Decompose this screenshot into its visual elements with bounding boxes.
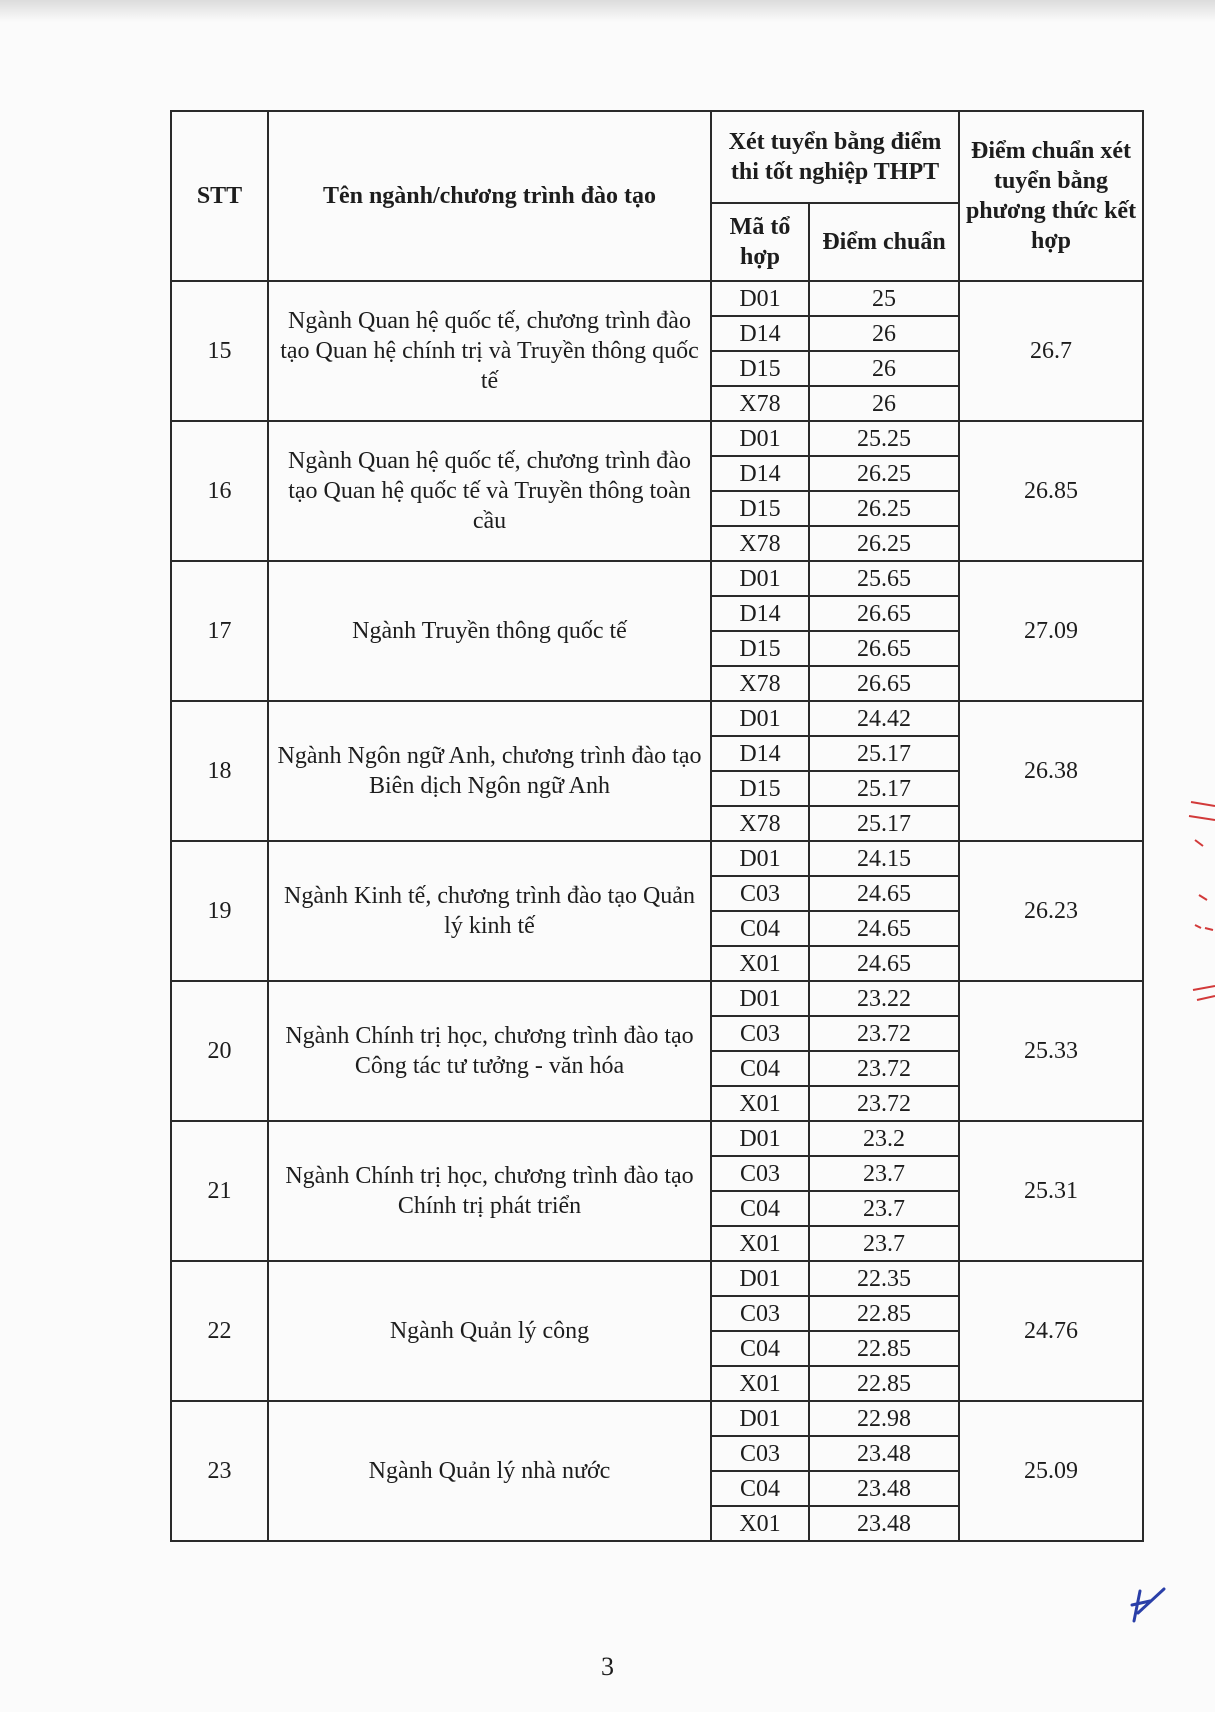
table-row xyxy=(171,421,1143,456)
row-program-name: Ngành Quan hệ quốc tế, chương trình đào tạo Quan hệ quốc tế và Truyền thông toàn cầu xyxy=(268,421,711,561)
combo-code: D01 xyxy=(711,1261,809,1296)
combo-code: D15 xyxy=(711,491,809,526)
red-stamp-fragment xyxy=(1185,800,1215,1030)
combo-code: D01 xyxy=(711,981,809,1016)
cutoff-score: 23.7 xyxy=(809,1156,959,1191)
combo-code: D15 xyxy=(711,631,809,666)
table-row xyxy=(171,701,1143,736)
page-number: 3 xyxy=(601,1652,614,1681)
table-row xyxy=(171,561,1143,596)
cutoff-score: 25 xyxy=(809,281,959,316)
table-row xyxy=(171,1261,1143,1296)
table-row xyxy=(171,841,1143,876)
cutoff-score: 26.65 xyxy=(809,631,959,666)
combined-method-score: 26.85 xyxy=(959,421,1143,561)
combo-code: D14 xyxy=(711,316,809,351)
combo-code: X01 xyxy=(711,1226,809,1261)
cutoff-score: 24.65 xyxy=(809,911,959,946)
header-stt: STT xyxy=(171,111,268,281)
cutoff-score: 24.65 xyxy=(809,946,959,981)
combo-code: X78 xyxy=(711,386,809,421)
header-combined-method-score: Điểm chuẩn xét tuyển bằng phương thức kết hợp xyxy=(959,111,1143,281)
combo-code: D01 xyxy=(711,281,809,316)
cutoff-score: 24.15 xyxy=(809,841,959,876)
cutoff-score: 22.85 xyxy=(809,1366,959,1401)
combo-code: D15 xyxy=(711,351,809,386)
cutoff-score: 23.22 xyxy=(809,981,959,1016)
cutoff-score: 26.25 xyxy=(809,491,959,526)
row-stt: 16 xyxy=(171,421,268,561)
cutoff-score: 23.2 xyxy=(809,1121,959,1156)
combined-method-score: 27.09 xyxy=(959,561,1143,701)
combo-code: C04 xyxy=(711,1471,809,1506)
header-exam-score-group: Xét tuyển bằng điểm thi tốt nghiệp THPT xyxy=(711,111,959,203)
header-program-name: Tên ngành/chương trình đào tạo xyxy=(268,111,711,281)
cutoff-score: 23.7 xyxy=(809,1226,959,1261)
combo-code: D01 xyxy=(711,561,809,596)
combined-method-score: 26.23 xyxy=(959,841,1143,981)
combo-code: D01 xyxy=(711,701,809,736)
combo-code: C03 xyxy=(711,876,809,911)
cutoff-score: 25.25 xyxy=(809,421,959,456)
header-combo-code: Mã tổ hợp xyxy=(711,203,809,281)
cutoff-score: 26.25 xyxy=(809,456,959,491)
combo-code: C03 xyxy=(711,1436,809,1471)
row-program-name: Ngành Chính trị học, chương trình đào tạo Chính trị phát triển xyxy=(268,1121,711,1261)
row-program-name: Ngành Quan hệ quốc tế, chương trình đào tạo Quan hệ chính trị và Truyền thông quốc tế xyxy=(268,281,711,421)
row-program-name: Ngành Truyền thông quốc tế xyxy=(268,561,711,701)
combo-code: X78 xyxy=(711,526,809,561)
row-stt: 23 xyxy=(171,1401,268,1541)
combo-code: X01 xyxy=(711,1506,809,1541)
table-row xyxy=(171,1401,1143,1436)
combo-code: X78 xyxy=(711,666,809,701)
cutoff-score: 23.48 xyxy=(809,1436,959,1471)
combo-code: X01 xyxy=(711,1086,809,1121)
row-program-name: Ngành Quản lý công xyxy=(268,1261,711,1401)
row-program-name: Ngành Quản lý nhà nước xyxy=(268,1401,711,1541)
cutoff-score: 25.17 xyxy=(809,806,959,841)
row-program-name: Ngành Ngôn ngữ Anh, chương trình đào tạo Biên dịch Ngôn ngữ Anh xyxy=(268,701,711,841)
combined-method-score: 26.38 xyxy=(959,701,1143,841)
combo-code: D14 xyxy=(711,736,809,771)
cutoff-score: 25.17 xyxy=(809,736,959,771)
scan-edge-shadow xyxy=(0,0,1215,22)
combo-code: C04 xyxy=(711,1051,809,1086)
row-stt: 18 xyxy=(171,701,268,841)
combo-code: D14 xyxy=(711,596,809,631)
combo-code: D14 xyxy=(711,456,809,491)
cutoff-score: 26 xyxy=(809,316,959,351)
cutoff-score: 26.25 xyxy=(809,526,959,561)
table-body xyxy=(171,281,1143,1541)
table-row xyxy=(171,281,1143,316)
combined-method-score: 26.7 xyxy=(959,281,1143,421)
table-row xyxy=(171,1121,1143,1156)
row-program-name: Ngành Chính trị học, chương trình đào tạo Công tác tư tưởng - văn hóa xyxy=(268,981,711,1121)
row-stt: 21 xyxy=(171,1121,268,1261)
combined-method-score: 25.31 xyxy=(959,1121,1143,1261)
cutoff-score: 22.98 xyxy=(809,1401,959,1436)
combo-code: C03 xyxy=(711,1156,809,1191)
row-program-name: Ngành Kinh tế, chương trình đào tạo Quản lý kinh tế xyxy=(268,841,711,981)
cutoff-score: 22.85 xyxy=(809,1296,959,1331)
cutoff-score: 25.65 xyxy=(809,561,959,596)
cutoff-score: 23.7 xyxy=(809,1191,959,1226)
cutoff-score: 23.48 xyxy=(809,1471,959,1506)
combo-code: X78 xyxy=(711,806,809,841)
row-stt: 17 xyxy=(171,561,268,701)
combo-code: D15 xyxy=(711,771,809,806)
combo-code: C03 xyxy=(711,1296,809,1331)
cutoff-score: 23.72 xyxy=(809,1016,959,1051)
cutoff-score: 26.65 xyxy=(809,596,959,631)
combined-method-score: 24.76 xyxy=(959,1261,1143,1401)
combined-method-score: 25.33 xyxy=(959,981,1143,1121)
row-stt: 15 xyxy=(171,281,268,421)
combo-code: D01 xyxy=(711,1121,809,1156)
cutoff-score: 25.17 xyxy=(809,771,959,806)
cutoff-score: 22.85 xyxy=(809,1331,959,1366)
combo-code: C04 xyxy=(711,1331,809,1366)
combined-method-score: 25.09 xyxy=(959,1401,1143,1541)
cutoff-score: 23.72 xyxy=(809,1086,959,1121)
cutoff-score: 22.35 xyxy=(809,1261,959,1296)
signature-mark xyxy=(1128,1585,1168,1625)
combo-code: D01 xyxy=(711,1401,809,1436)
admission-score-table xyxy=(170,110,1144,1542)
combo-code: C04 xyxy=(711,911,809,946)
combo-code: C04 xyxy=(711,1191,809,1226)
combo-code: X01 xyxy=(711,946,809,981)
header-cutoff-score: Điểm chuẩn xyxy=(809,203,959,281)
cutoff-score: 23.72 xyxy=(809,1051,959,1086)
combo-code: C03 xyxy=(711,1016,809,1051)
row-stt: 20 xyxy=(171,981,268,1121)
row-stt: 22 xyxy=(171,1261,268,1401)
cutoff-score: 24.65 xyxy=(809,876,959,911)
cutoff-score: 24.42 xyxy=(809,701,959,736)
cutoff-score: 26.65 xyxy=(809,666,959,701)
cutoff-score: 23.48 xyxy=(809,1506,959,1541)
table-row xyxy=(171,981,1143,1016)
combo-code: X01 xyxy=(711,1366,809,1401)
row-stt: 19 xyxy=(171,841,268,981)
cutoff-score: 26 xyxy=(809,386,959,421)
cutoff-score: 26 xyxy=(809,351,959,386)
combo-code: D01 xyxy=(711,841,809,876)
combo-code: D01 xyxy=(711,421,809,456)
